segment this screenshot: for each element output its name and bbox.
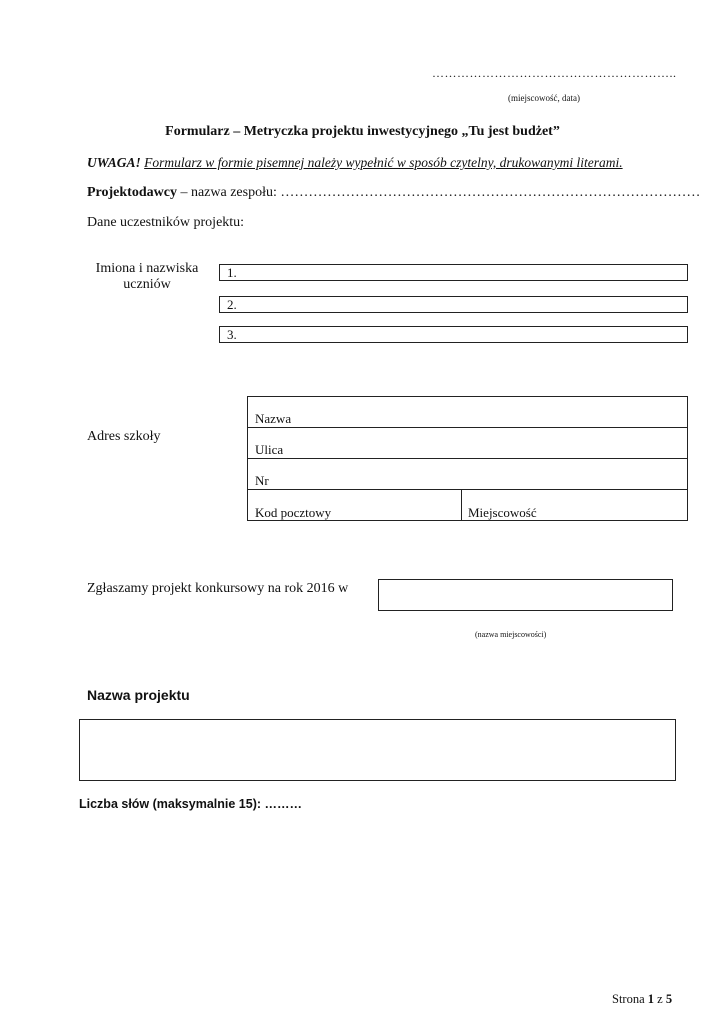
project-name-field[interactable] bbox=[79, 719, 676, 781]
school-name-label: Nazwa bbox=[255, 411, 292, 426]
student-row-1[interactable]: 1. bbox=[219, 264, 688, 281]
warning-text: Formularz w formie pisemnej należy wypełnić w sposób czytelny, drukowanymi literami. bbox=[144, 155, 623, 170]
project-name-label: Nazwa projektu bbox=[87, 687, 190, 703]
school-city-field[interactable] bbox=[461, 490, 687, 521]
pager-separator: z bbox=[654, 992, 666, 1006]
place-date-caption: (miejscowość, data) bbox=[508, 93, 580, 103]
pager-prefix: Strona bbox=[612, 992, 648, 1006]
school-postal-row bbox=[248, 490, 687, 521]
team-text: – nazwa zespołu: ……………………………………………………………………………… bbox=[176, 185, 701, 200]
school-street-field[interactable] bbox=[248, 428, 687, 459]
school-address-label: Adres szkoły bbox=[87, 429, 161, 444]
school-postal-code-label: Kod pocztowy bbox=[255, 505, 332, 520]
school-number-label: Nr bbox=[255, 473, 269, 488]
pager-total: 5 bbox=[665, 992, 673, 1006]
school-postal-code-field[interactable] bbox=[248, 490, 461, 521]
pager-current: 1 bbox=[647, 992, 655, 1006]
school-street-label: Ulica bbox=[255, 442, 284, 457]
team-name-line bbox=[87, 185, 700, 201]
form-title: Formularz – Metryczka projektu inwestycyjnego „Tu jest budżet” bbox=[165, 124, 560, 139]
school-city-label: Miejscowość bbox=[468, 505, 537, 520]
student-row-3[interactable]: 3. bbox=[219, 326, 688, 343]
school-number-field[interactable] bbox=[248, 459, 687, 490]
warning-note bbox=[87, 155, 623, 171]
student-row-2[interactable]: 2. bbox=[219, 296, 688, 313]
warning-label: UWAGA! bbox=[87, 155, 141, 170]
school-name-field[interactable] bbox=[248, 397, 687, 428]
participants-heading: Dane uczestników projektu: bbox=[87, 215, 245, 230]
competition-place-field[interactable] bbox=[378, 579, 673, 611]
competition-place-caption: (nazwa miejscowości) bbox=[475, 630, 547, 639]
school-address-table bbox=[247, 396, 688, 521]
page-indicator bbox=[612, 992, 672, 1007]
students-label: Imiona i nazwiska uczniów bbox=[95, 261, 199, 292]
team-label: Projektodawcy bbox=[87, 185, 177, 200]
competition-label: Zgłaszamy projekt konkursowy na rok 2016 w bbox=[87, 581, 349, 596]
place-date-dots: ………………………………………………….. bbox=[432, 66, 677, 80]
word-count-line: Liczba słów (maksymalnie 15): ……… bbox=[79, 797, 302, 811]
